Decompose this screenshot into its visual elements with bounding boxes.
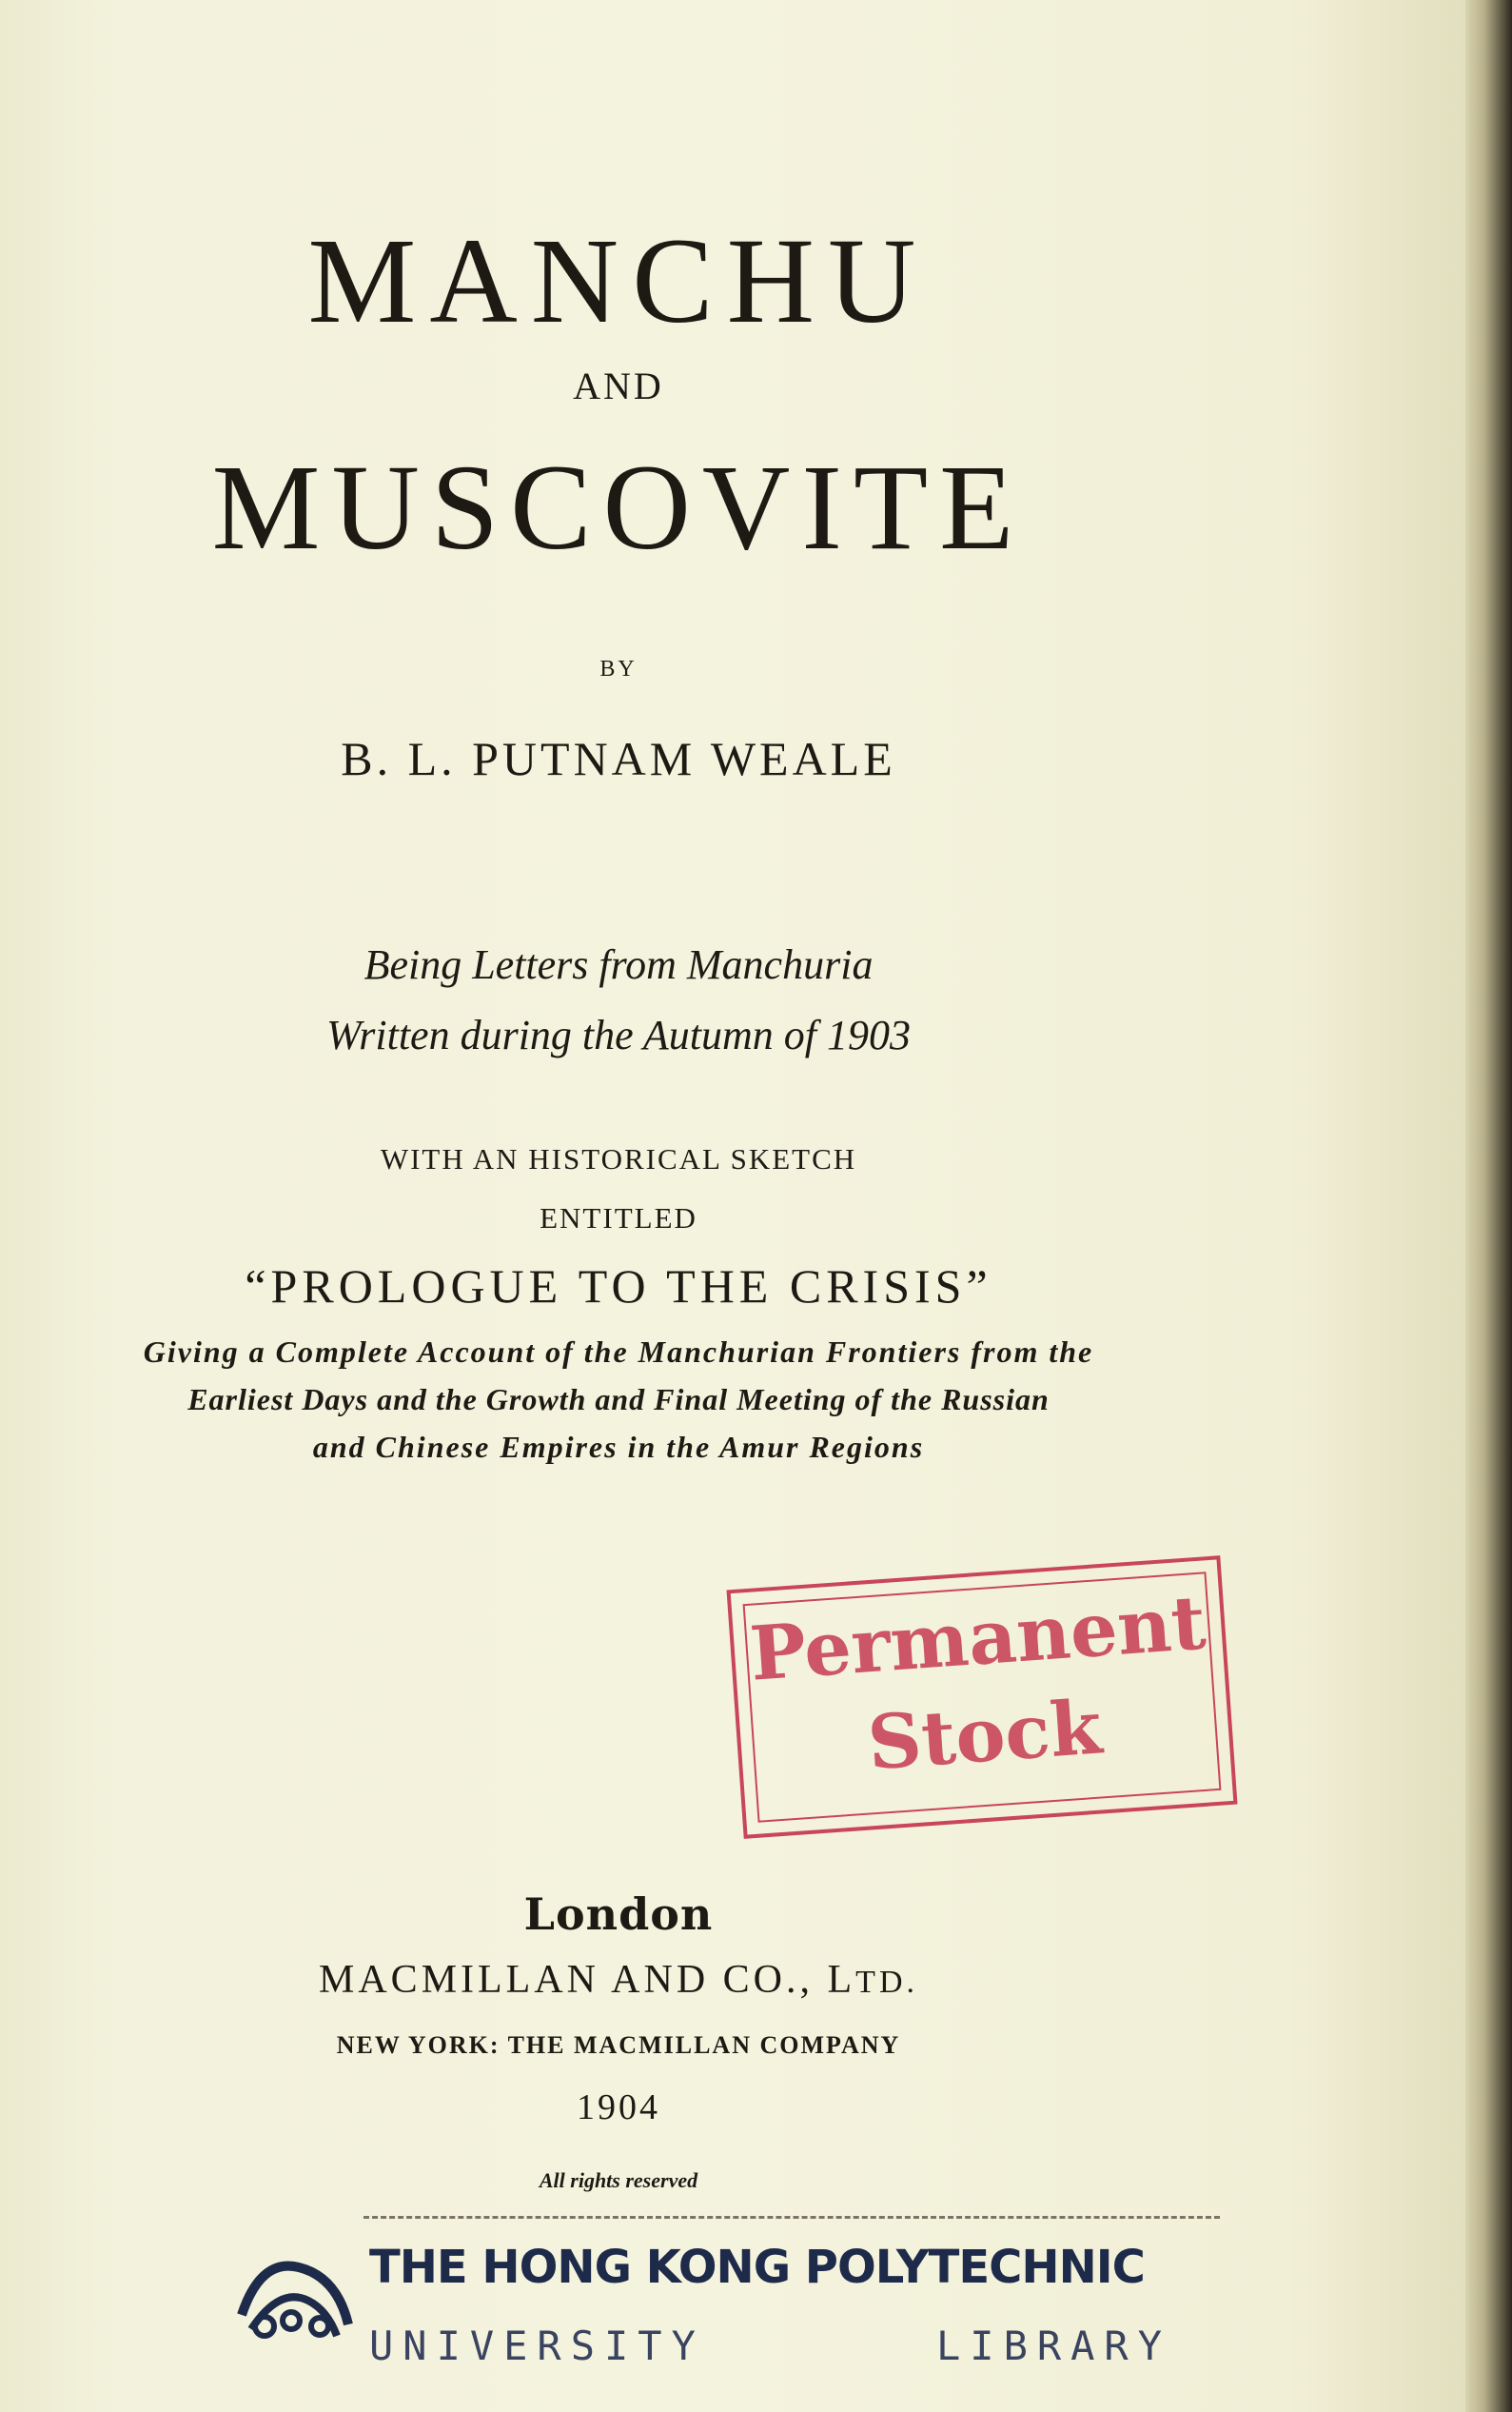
- stamp-line-2: Stock: [864, 1684, 1105, 1788]
- library-stamp-university: UNIVERSITY: [369, 2323, 705, 2369]
- library-stamp-line-1: THE HONG KONG POLYTECHNIC: [369, 2241, 1145, 2294]
- publisher-suffix: TD.: [855, 1965, 918, 2000]
- publication-year: 1904: [577, 2087, 660, 2127]
- description-line-1: Giving a Complete Account of the Manchurian Frontiers from the: [143, 1335, 1094, 1369]
- author-name: B. L. PUTNAM WEALE: [341, 732, 896, 785]
- publisher-main: MACMILLAN AND CO., L: [319, 1958, 856, 2002]
- subtitle-line-2: Written during the Autumn of 1903: [326, 1012, 911, 1058]
- publisher-new-york: NEW YORK: THE MACMILLAN COMPANY: [336, 2031, 901, 2059]
- polytechnic-logo-icon: [232, 2248, 358, 2343]
- description-line-3: and Chinese Empires in the Amur Regions: [312, 1430, 925, 1464]
- library-stamp-rule: [363, 2216, 1220, 2219]
- title-muscovite: MUSCOVITE: [211, 440, 1026, 575]
- subtitle-line-1: Being Letters from Manchuria: [363, 941, 874, 988]
- publication-place: London: [523, 1888, 714, 1940]
- historical-sketch-line: WITH AN HISTORICAL SKETCH: [380, 1142, 857, 1176]
- rights-notice: All rights reserved: [539, 2168, 698, 2192]
- page-edge-shadow: [1465, 0, 1512, 2412]
- entitled-line: ENTITLED: [540, 1201, 697, 1235]
- permanent-stock-stamp: [726, 1555, 1237, 1839]
- description-line-2: Earliest Days and the Growth and Final Meeting of the Russian: [187, 1382, 1050, 1416]
- title-and: AND: [573, 365, 664, 407]
- by-label: BY: [599, 657, 638, 682]
- publisher-name: [0, 1957, 1237, 2003]
- prologue-title: “PROLOGUE TO THE CRISIS”: [245, 1259, 992, 1313]
- title-manchu: MANCHU: [307, 213, 930, 348]
- library-stamp-library: LIBRARY: [936, 2323, 1172, 2369]
- stamp-line-1: Permanent: [747, 1579, 1209, 1698]
